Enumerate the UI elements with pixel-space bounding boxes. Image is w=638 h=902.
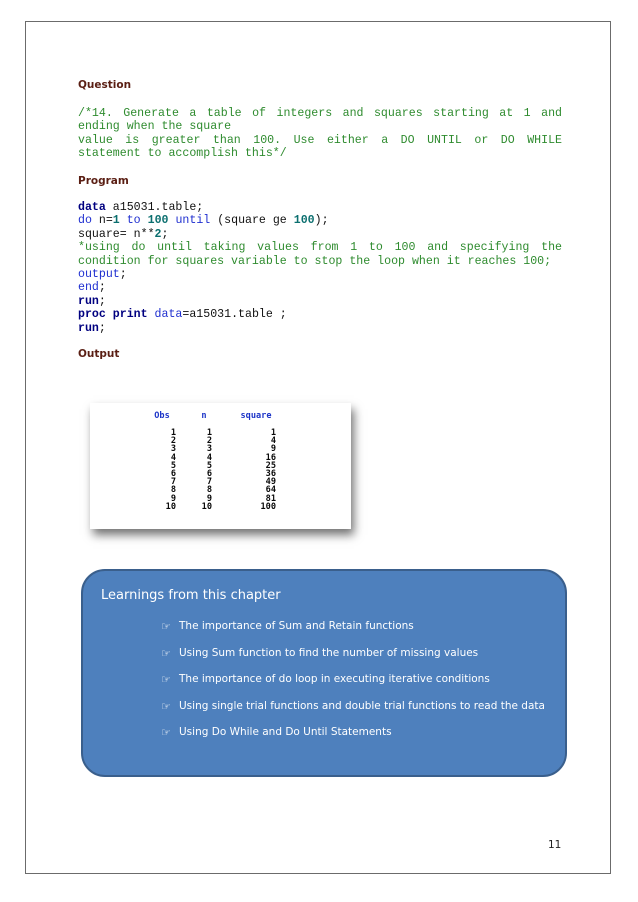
cell-n: 6 [206,469,212,480]
list-item [161,620,545,647]
pointing-hand-icon: ☞ [161,620,171,633]
cell-obs: 2 [170,436,176,447]
program-code [78,201,562,335]
learnings-list [161,620,545,753]
code-number: 100 [293,214,315,228]
list-item [161,726,545,753]
code-text: ); [314,214,329,228]
code-line [78,281,562,294]
cell-obs: 10 [165,501,176,512]
cell-square: 16 [265,452,276,463]
question-heading: Question [78,79,132,91]
code-line [78,214,562,227]
list-item [161,700,545,727]
cell-obs: 1 [170,428,176,438]
output-screenshot [90,403,351,529]
table-row [142,470,286,478]
code-line [78,322,562,335]
cell-square: 9 [270,444,276,455]
cell-square: 4 [270,436,276,447]
code-text: square= n** [78,227,155,241]
cell-square: 49 [265,477,276,488]
cell-n: 9 [206,493,212,504]
pointing-hand-icon: ☞ [161,699,171,713]
output-heading: Output [78,348,120,360]
cell-square: 36 [265,469,276,480]
cell-obs: 4 [170,452,176,463]
code-text: ; [98,294,106,308]
page-number: 11 [548,839,562,851]
code-text: ; [161,227,169,241]
table-row [142,429,286,437]
code-line [78,268,562,281]
code-text: =a15031.table ; [182,308,287,322]
code-keyword: run [78,294,99,308]
table-row [142,437,286,445]
pointing-hand-icon: ☞ [161,726,171,740]
cell-square: 1 [270,428,276,438]
cell-n: 4 [206,452,212,463]
cell-obs: 3 [170,444,176,455]
question-line: value is greater than 100. Use either a DO UNTIL or DO WHILE [78,133,562,147]
column-header-obs: Obs [154,411,170,421]
code-keyword: to [119,214,148,228]
cell-n: 3 [206,444,212,455]
code-text: ; [98,321,106,335]
question-line: /*14. Generate a table of integers and squares starting at 1 and [78,107,562,120]
list-item-text: Using Sum function to find the number of missing values [179,646,479,659]
code-text: (square ge [210,214,294,228]
cell-n: 10 [201,501,212,512]
list-item-text: The importance of Sum and Retain functions [179,620,414,632]
list-item-text: Using Do While and Do Until Statements [179,726,392,739]
table-row [142,478,286,486]
cell-n: 2 [206,436,212,447]
code-keyword: data [78,201,106,214]
output-header-row [142,411,286,429]
table-row [142,486,286,494]
column-header-square: square [240,411,272,421]
code-text: ; [98,281,106,295]
program-heading: Program [78,175,129,187]
list-item-text: The importance of do loop in executing iterative conditions [179,673,490,686]
code-keyword: output [78,267,120,281]
cell-obs: 7 [170,477,176,488]
code-line [78,308,562,321]
code-text: ; [119,267,127,281]
cell-n: 5 [206,460,212,471]
pointing-hand-icon: ☞ [161,646,171,660]
code-number: 2 [154,227,162,241]
code-keyword: until [168,214,211,228]
list-item [161,647,545,674]
code-line [78,201,562,214]
code-comment: *using do until taking values from 1 to 100 and specifying the [78,241,562,255]
code-line [78,228,562,241]
cell-n: 8 [206,485,212,496]
code-keyword: proc print [78,308,148,322]
table-row [142,445,286,453]
cell-n: 7 [206,477,212,488]
pointing-hand-icon: ☞ [161,673,171,687]
cell-square: 100 [260,501,276,512]
output-table [142,411,286,511]
code-number: 100 [147,214,169,228]
cell-square: 64 [265,485,276,496]
code-comment: condition for squares variable to stop the loop when it reaches 100; [78,254,552,268]
table-row [142,462,286,470]
table-row [142,503,286,511]
code-option: data [147,308,183,322]
learnings-box [81,569,567,777]
column-header-n: n [201,411,207,421]
list-item [161,673,545,700]
question-line: statement to accomplish this*/ [78,147,287,161]
code-text: n= [91,214,113,228]
code-keyword: do [78,214,92,228]
code-number: 1 [112,214,120,228]
question-line: ending when the square [78,120,232,134]
code-keyword: run [78,321,99,335]
code-keyword: end [78,281,99,295]
cell-obs: 9 [170,493,176,504]
question-text [78,107,562,161]
cell-obs: 5 [170,460,176,471]
cell-square: 81 [265,493,276,504]
code-text: a15031.table; [105,201,204,214]
table-row [142,454,286,462]
cell-obs: 8 [170,485,176,496]
cell-square: 25 [265,460,276,471]
cell-obs: 6 [170,469,176,480]
code-line [78,295,562,308]
learnings-title: Learnings from this chapter [101,588,281,603]
cell-n: 1 [206,428,212,438]
list-item-text: Using single trial functions and double trial functions to read the data [179,699,545,712]
